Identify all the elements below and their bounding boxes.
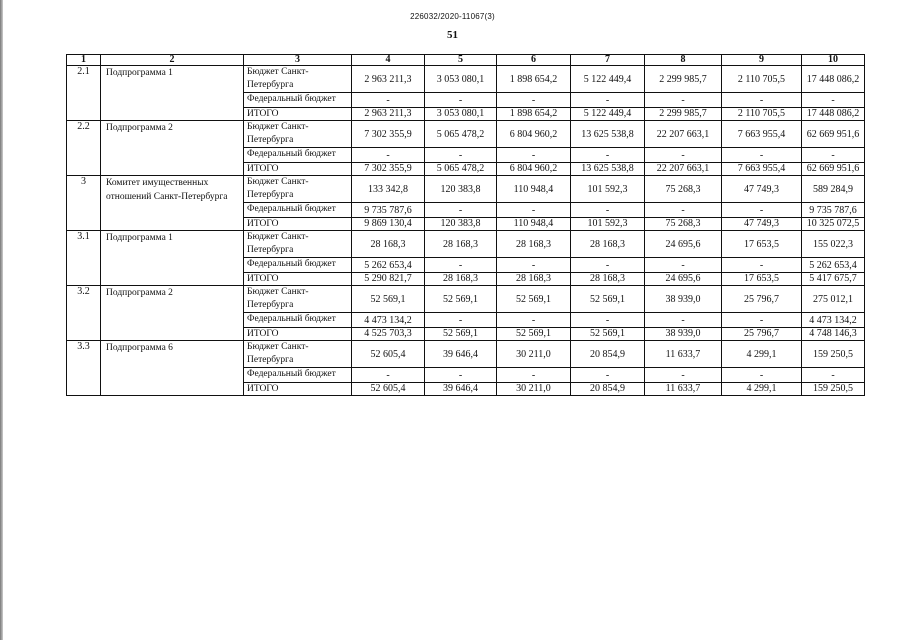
row-number: 2.2 [67,121,101,176]
amount-cell: 5 290 821,7 [352,273,425,286]
funding-source: Федеральный бюджет [244,148,352,163]
page-number: 51 [447,29,458,41]
amount-cell: - [571,258,645,273]
column-header: 6 [497,55,571,66]
amount-cell: 11 633,7 [645,341,722,368]
amount-cell: 28 168,3 [352,231,425,258]
funding-source: Бюджет Санкт-Петербурга [244,341,352,368]
column-header: 7 [571,55,645,66]
amount-cell: - [802,148,865,163]
total-label: ИТОГО [244,108,352,121]
amount-cell: - [497,93,571,108]
amount-cell: 62 669 951,6 [802,121,865,148]
column-header: 2 [101,55,244,66]
amount-cell: 9 735 787,6 [352,203,425,218]
amount-cell: 1 898 654,2 [497,66,571,93]
amount-cell: 17 448 086,2 [802,108,865,121]
amount-cell: - [425,368,497,383]
amount-cell: - [497,148,571,163]
row-number: 3.2 [67,286,101,341]
amount-cell: - [497,368,571,383]
amount-cell: - [425,203,497,218]
column-header: 8 [645,55,722,66]
amount-cell: 7 663 955,4 [722,163,802,176]
table-row [67,66,865,93]
amount-cell: 22 207 663,1 [645,163,722,176]
amount-cell: - [571,148,645,163]
amount-cell: - [497,313,571,328]
amount-cell: 5 262 653,4 [352,258,425,273]
amount-cell: - [645,313,722,328]
total-label: ИТОГО [244,163,352,176]
amount-cell: 4 299,1 [722,383,802,396]
amount-cell: 75 268,3 [645,218,722,231]
amount-cell: 24 695,6 [645,231,722,258]
amount-cell: 52 569,1 [425,286,497,313]
amount-cell: 38 939,0 [645,286,722,313]
amount-cell: 2 299 985,7 [645,66,722,93]
amount-cell: 9 735 787,6 [802,203,865,218]
amount-cell: 5 122 449,4 [571,108,645,121]
column-header: 9 [722,55,802,66]
amount-cell: 101 592,3 [571,176,645,203]
amount-cell: - [571,93,645,108]
amount-cell: 52 569,1 [571,328,645,341]
amount-cell: 52 569,1 [497,286,571,313]
amount-cell: - [352,93,425,108]
amount-cell: 39 646,4 [425,383,497,396]
amount-cell: 75 268,3 [645,176,722,203]
program-name: Подпрограмма 2 [101,121,244,176]
amount-cell: 28 168,3 [425,273,497,286]
amount-cell: 52 569,1 [571,286,645,313]
funding-source: Бюджет Санкт-Петербурга [244,66,352,93]
amount-cell: 10 325 072,5 [802,218,865,231]
column-header: 4 [352,55,425,66]
program-name: Подпрограмма 1 [101,66,244,121]
column-header: 10 [802,55,865,66]
amount-cell: 22 207 663,1 [645,121,722,148]
amount-cell: 4 299,1 [722,341,802,368]
amount-cell: 1 898 654,2 [497,108,571,121]
amount-cell: 7 302 355,9 [352,163,425,176]
scan-left-edge [0,0,3,640]
amount-cell: 5 417 675,7 [802,273,865,286]
amount-cell: 28 168,3 [497,231,571,258]
amount-cell: 101 592,3 [571,218,645,231]
amount-cell: 5 262 653,4 [802,258,865,273]
amount-cell: 5 065 478,2 [425,121,497,148]
amount-cell: - [571,368,645,383]
program-name: Подпрограмма 6 [101,341,244,396]
amount-cell: 120 383,8 [425,176,497,203]
amount-cell: 6 804 960,2 [497,163,571,176]
amount-cell: - [645,368,722,383]
row-number: 3.1 [67,231,101,286]
table-row [67,341,865,368]
amount-cell: - [497,203,571,218]
amount-cell: 30 211,0 [497,383,571,396]
amount-cell: 52 605,4 [352,383,425,396]
amount-cell: - [645,258,722,273]
funding-source: Бюджет Санкт-Петербурга [244,231,352,258]
amount-cell: 38 939,0 [645,328,722,341]
amount-cell: 159 250,5 [802,383,865,396]
amount-cell: - [352,368,425,383]
amount-cell: 17 653,5 [722,273,802,286]
amount-cell: 110 948,4 [497,176,571,203]
amount-cell: - [722,203,802,218]
amount-cell: 133 342,8 [352,176,425,203]
funding-source: Бюджет Санкт-Петербурга [244,176,352,203]
row-number: 3.3 [67,341,101,396]
table-row [67,176,865,203]
program-name: Подпрограмма 2 [101,286,244,341]
column-header: 1 [67,55,101,66]
amount-cell: 28 168,3 [425,231,497,258]
amount-cell: 5 065 478,2 [425,163,497,176]
amount-cell: 589 284,9 [802,176,865,203]
amount-cell: 52 605,4 [352,341,425,368]
amount-cell: 7 302 355,9 [352,121,425,148]
funding-source: Федеральный бюджет [244,93,352,108]
amount-cell: 52 569,1 [425,328,497,341]
amount-cell: 28 168,3 [497,273,571,286]
amount-cell: - [802,368,865,383]
amount-cell: - [425,313,497,328]
program-name: Комитет имущественных отношений Санкт-Петербурга [101,176,244,231]
amount-cell: 28 168,3 [571,231,645,258]
amount-cell: 4 473 134,2 [352,313,425,328]
total-label: ИТОГО [244,273,352,286]
amount-cell: 17 653,5 [722,231,802,258]
amount-cell: 2 299 985,7 [645,108,722,121]
funding-source: Бюджет Санкт-Петербурга [244,286,352,313]
funding-source: Федеральный бюджет [244,203,352,218]
column-header: 5 [425,55,497,66]
table-row [67,121,865,148]
amount-cell: - [425,148,497,163]
amount-cell: 275 012,1 [802,286,865,313]
amount-cell: 13 625 538,8 [571,163,645,176]
amount-cell: 47 749,3 [722,218,802,231]
amount-cell: 52 569,1 [497,328,571,341]
amount-cell: - [425,258,497,273]
amount-cell: 2 963 211,3 [352,108,425,121]
amount-cell: - [645,93,722,108]
amount-cell: 2 963 211,3 [352,66,425,93]
amount-cell: 110 948,4 [497,218,571,231]
amount-cell: 7 663 955,4 [722,121,802,148]
amount-cell: - [425,93,497,108]
amount-cell: 39 646,4 [425,341,497,368]
amount-cell: 4 525 703,3 [352,328,425,341]
budget-table [66,54,865,396]
document-number: 226032/2020-11067(3) [410,12,495,21]
amount-cell: - [722,258,802,273]
total-label: ИТОГО [244,383,352,396]
amount-cell: 20 854,9 [571,341,645,368]
amount-cell: 62 669 951,6 [802,163,865,176]
total-label: ИТОГО [244,218,352,231]
table-row [67,231,865,258]
amount-cell: 30 211,0 [497,341,571,368]
amount-cell: - [802,93,865,108]
amount-cell: 3 053 080,1 [425,108,497,121]
amount-cell: - [722,313,802,328]
funding-source: Федеральный бюджет [244,258,352,273]
amount-cell: - [352,148,425,163]
amount-cell: 5 122 449,4 [571,66,645,93]
amount-cell: 25 796,7 [722,328,802,341]
amount-cell: - [722,93,802,108]
amount-cell: 28 168,3 [571,273,645,286]
amount-cell: 155 022,3 [802,231,865,258]
amount-cell: 2 110 705,5 [722,108,802,121]
total-label: ИТОГО [244,328,352,341]
row-number: 3 [67,176,101,231]
amount-cell: - [645,203,722,218]
amount-cell: 120 383,8 [425,218,497,231]
amount-cell: 25 796,7 [722,286,802,313]
row-number: 2.1 [67,66,101,121]
funding-source: Федеральный бюджет [244,313,352,328]
amount-cell: - [722,148,802,163]
amount-cell: 4 748 146,3 [802,328,865,341]
amount-cell: - [722,368,802,383]
amount-cell: 159 250,5 [802,341,865,368]
amount-cell: 9 869 130,4 [352,218,425,231]
amount-cell: 20 854,9 [571,383,645,396]
header-row [67,55,865,66]
amount-cell: - [571,313,645,328]
amount-cell: 47 749,3 [722,176,802,203]
funding-source: Федеральный бюджет [244,368,352,383]
amount-cell: 17 448 086,2 [802,66,865,93]
amount-cell: 13 625 538,8 [571,121,645,148]
amount-cell: - [645,148,722,163]
amount-cell: 11 633,7 [645,383,722,396]
amount-cell: 4 473 134,2 [802,313,865,328]
amount-cell: 24 695,6 [645,273,722,286]
amount-cell: 52 569,1 [352,286,425,313]
amount-cell: - [497,258,571,273]
amount-cell: - [571,203,645,218]
funding-source: Бюджет Санкт-Петербурга [244,121,352,148]
amount-cell: 6 804 960,2 [497,121,571,148]
column-header: 3 [244,55,352,66]
program-name: Подпрограмма 1 [101,231,244,286]
amount-cell: 2 110 705,5 [722,66,802,93]
amount-cell: 3 053 080,1 [425,66,497,93]
table-row [67,286,865,313]
